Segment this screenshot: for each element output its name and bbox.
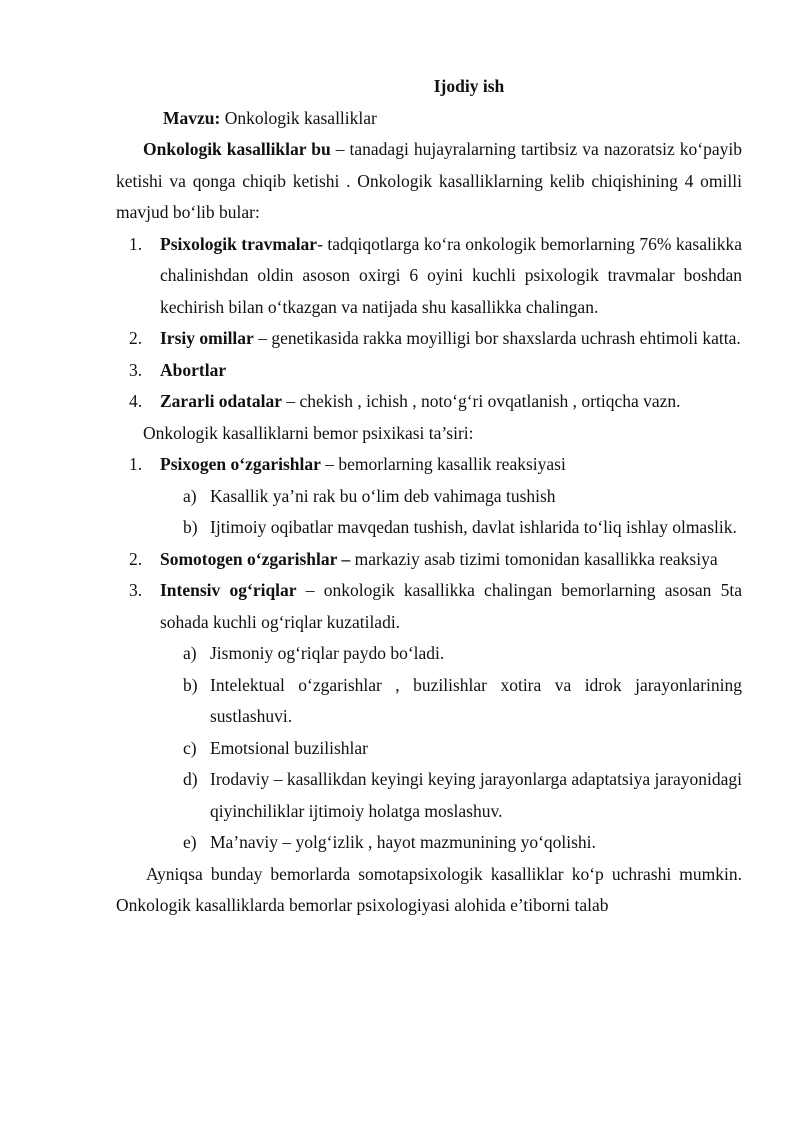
sub-list-text: Ma’naviy – yolg‘izlik , hayot mazmunining yo‘qolishi. (210, 832, 596, 852)
list-number: 2. (129, 548, 143, 569)
subject-line (116, 103, 742, 135)
list-number: 2. (129, 328, 143, 348)
list-term: Zararli odatalar (160, 391, 282, 411)
list-text: – onkologik kasallikka chalingan bemorlarning asosan 5ta sohada kuchli og‘riqlar kuzatiladi. (160, 580, 742, 632)
list-item (116, 544, 742, 576)
effects-heading: Onkologik kasalliklarni bemor psixikasi ta’siri: (143, 422, 474, 443)
subject-label: Mavzu: (163, 107, 221, 128)
sub-list-item (176, 733, 742, 765)
intro-definition: – tanadagi hujayralarning tartibsiz va nazoratsiz ko‘payib ketishi va qonga chiqib ketishi . Onkologik kasalliklarning kelib chiqishining 4 omilli mavjud bo‘lib bular: (116, 139, 742, 222)
sub-list-letter: a) (183, 643, 197, 663)
closing-paragraph: Ayniqsa bunday bemorlarda somotapsixologik kasalliklar ko‘p uchrashi mumkin. Onkologik kasalliklarda bemorlar psixologiyasi alohida e’tiborni talab (116, 863, 742, 915)
list-number: 1. (129, 454, 143, 474)
list-item (116, 229, 742, 324)
sub-list-text: Kasallik ya’ni rak bu o‘lim deb vahimaga tushish (210, 485, 556, 506)
list-item (116, 575, 742, 638)
sub-list-item (176, 827, 742, 859)
list-text: – genetikasida rakka moyilligi bor shaxslarda uchrash ehtimoli katta. (253, 328, 741, 348)
sub-list-item (176, 481, 742, 513)
list-item (116, 449, 742, 481)
sub-list-letter: b) (183, 674, 198, 695)
sub-list-text: Intelektual o‘zgarishlar , buzilishlar xotira va idrok jarayonlarining sustlashuvi. (210, 674, 742, 726)
sub-list-letter: c) (183, 737, 197, 758)
list-text: – bemorlarning kasallik reaksiyasi (320, 454, 566, 474)
list-item (116, 355, 742, 387)
sub-list-item (176, 638, 742, 670)
sub-list-item (176, 670, 742, 733)
sub-list-item (176, 764, 742, 827)
list-term: Intensiv og‘riqlar (160, 580, 297, 600)
sub-list-text: Irodaviy – kasallikdan keyingi keying jarayonlarga adaptatsiya jarayonidagi qiyinchiliklar ijtimoiy holatga moslashuv. (210, 769, 742, 821)
list-text: - tadqiqotlarga ko‘ra onkologik bemorlarning 76% kasalikka chalinishdan oldin asoson oxirgi 6 oyini kuchli psixologik travmalar boshdan kechirish bilan o‘tkazgan va natijada shu kasallikka chalingan. (160, 233, 742, 317)
subject-text: Onkologik kasalliklar (220, 107, 377, 128)
sub-list-text: Jismoniy og‘riqlar paydo bo‘ladi. (210, 643, 445, 663)
list-text: – chekish , ichish , noto‘g‘ri ovqatlanish , ortiqcha vazn. (282, 391, 681, 411)
sub-list-item (176, 512, 742, 544)
factors-list (116, 229, 742, 418)
document-title: Ijodiy ish (433, 76, 505, 96)
list-term: Psixologik travmalar (160, 233, 318, 254)
sub-list-letter: e) (183, 832, 197, 852)
list-term: Abortlar (160, 359, 227, 380)
sub-list-letter: b) (183, 517, 198, 537)
list-number: 1. (129, 233, 143, 254)
sub-list-text: Emotsional buzilishlar (210, 737, 368, 758)
intro-paragraph (116, 134, 742, 229)
list-item (116, 323, 742, 355)
list-term: Irsiy omillar (160, 328, 254, 348)
list-item (116, 386, 742, 418)
sub-list-letter: d) (183, 769, 198, 789)
list-number: 3. (129, 580, 143, 600)
list-number: 4. (129, 391, 143, 411)
list-term: Somotogen o‘zgarishlar – (160, 548, 351, 569)
list-text: markaziy asab tizimi tomonidan kasallikka reaksiya (350, 548, 718, 569)
sub-list-letter: a) (183, 485, 197, 506)
list-term: Psixogen o‘zgarishlar (160, 454, 321, 474)
list-number: 3. (129, 359, 143, 380)
intro-term: Onkologik kasalliklar bu (143, 139, 331, 159)
document-page (116, 71, 742, 922)
effects-list (116, 449, 742, 859)
sub-list-text: Ijtimoiy oqibatlar mavqedan tushish, davlat ishlarida to‘liq ishlay olmaslik. (210, 517, 737, 537)
